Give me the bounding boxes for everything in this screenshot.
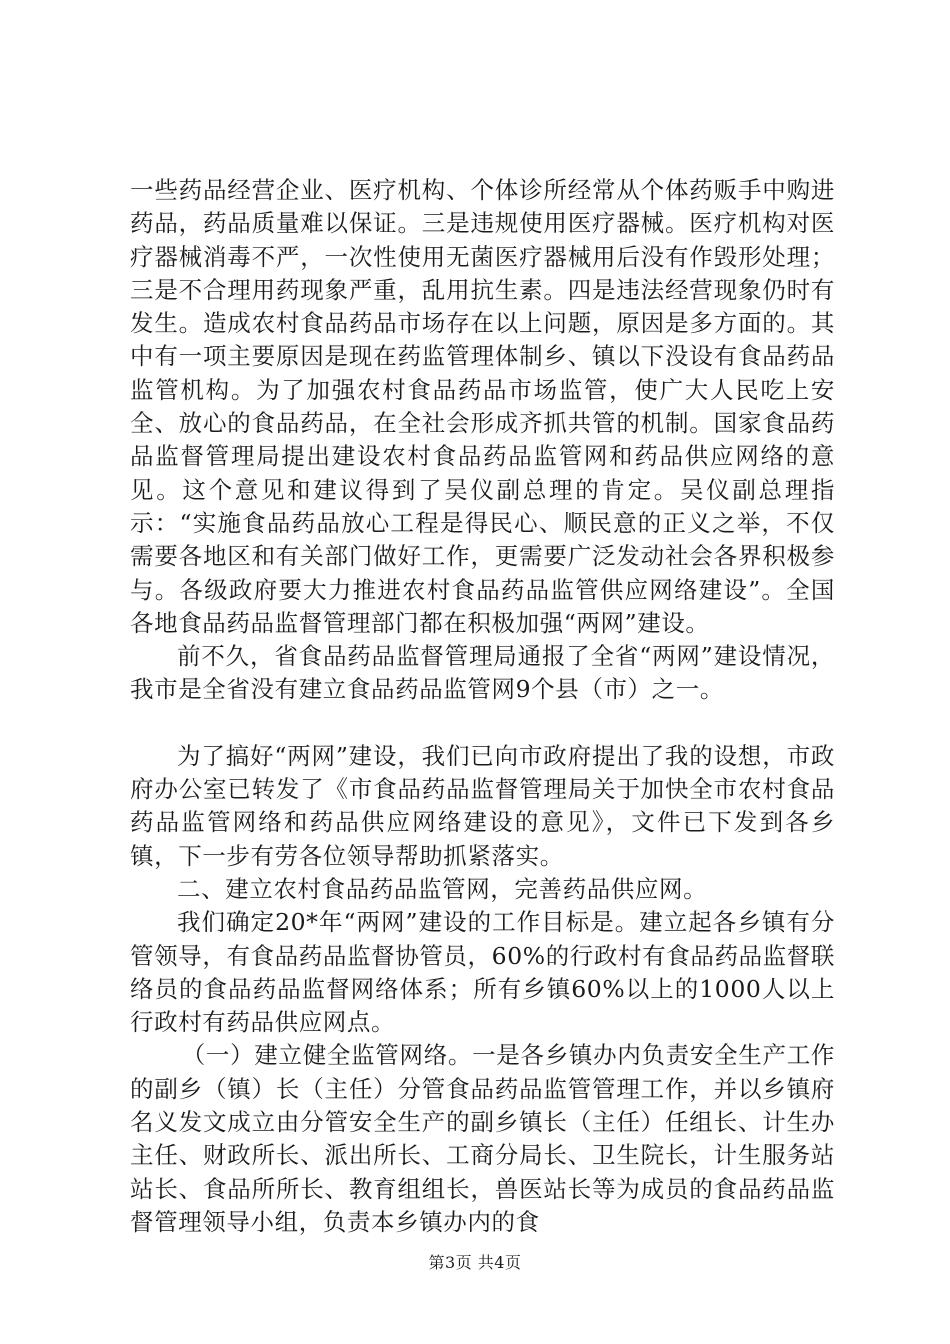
paragraph-provincial-report: 前不久，省食品药品监督管理局通报了全省“两网”建设情况，我市是全省没有建立食品药品监管网9个县（市）之一。 — [130, 642, 835, 704]
paragraph-proposal: 为了搞好“两网”建设，我们已向市政府提出了我的设想，市政府办公室已转发了《市食品药品监督管理局关于加快全市农村食品药品监管网络和药品供应网络建设的意见》，文件已下发到各乡镇，下一步有劳各位领导帮助抓紧落实。 — [130, 741, 835, 870]
section-heading-two: 二、建立农村食品药品监管网，完善药品供应网。 — [177, 874, 708, 903]
paragraph-subsection-one: （一）建立健全监管网络。一是各乡镇办内负责安全生产工作的副乡（镇）长（主任）分管食品药品监管管理工作，并以乡镇府名义发文成立由分管安全生产的副乡镇长（主任）任组长、计生办主任、财政所长、派出所长、工商分局长、卫生院长，计生服务站站长、食品所所长、教育组组长，兽医站长等为成员的食品药品监督管理领导小组，负责本乡镇办内的食 — [130, 1041, 835, 1236]
paragraph-gap — [130, 707, 835, 740]
paragraph-work-goals: 我们确定20*年“两网”建设的工作目标是。建立起各乡镇有分管领导，有食品药品监督协管员，60%的行政村有食品药品监督联络员的食品药品监督网络体系；所有乡镇60%以上的1000人以上行政村有药品供应网点。 — [130, 908, 835, 1037]
paragraph-continuation: 一些药品经营企业、医疗机构、个体诊所经常从个体药贩手中购进药品，药品质量难以保证。三是违规使用医疗器械。医疗机构对医疗器械消毒不严，一次性使用无菌医疗器械用后没有作毁形处理；三是不合理用药现象严重，乱用抗生素。四是违法经营现象仍时有发生。造成农村食品药品市场存在以上问题，原因是多方面的。其中有一项主要原因是现在药监管理体制乡、镇以下没设有食品药品监管机构。为了加强农村食品药品市场监管，使广大人民吃上安全、放心的食品药品，在全社会形成齐抓共管的机制。国家食品药品监督管理局提出建设农村食品药品监管网和药品供应网络的意见。这个意见和建议得到了吴仪副总理的肯定。吴仪副总理指示：“实施食品药品放心工程是得民心、顺民意的正义之举，不仅需要各地区和有关部门做好工作，更需要广泛发动社会各界积极参与。各级政府要大力推进农村食品药品监管供应网络建设”。全国各地食品药品监督管理部门都在积极加强“两网”建设。 — [130, 176, 835, 637]
document-body — [130, 174, 835, 1239]
page-number-footer: 第3页 共4页 — [428, 1253, 522, 1272]
